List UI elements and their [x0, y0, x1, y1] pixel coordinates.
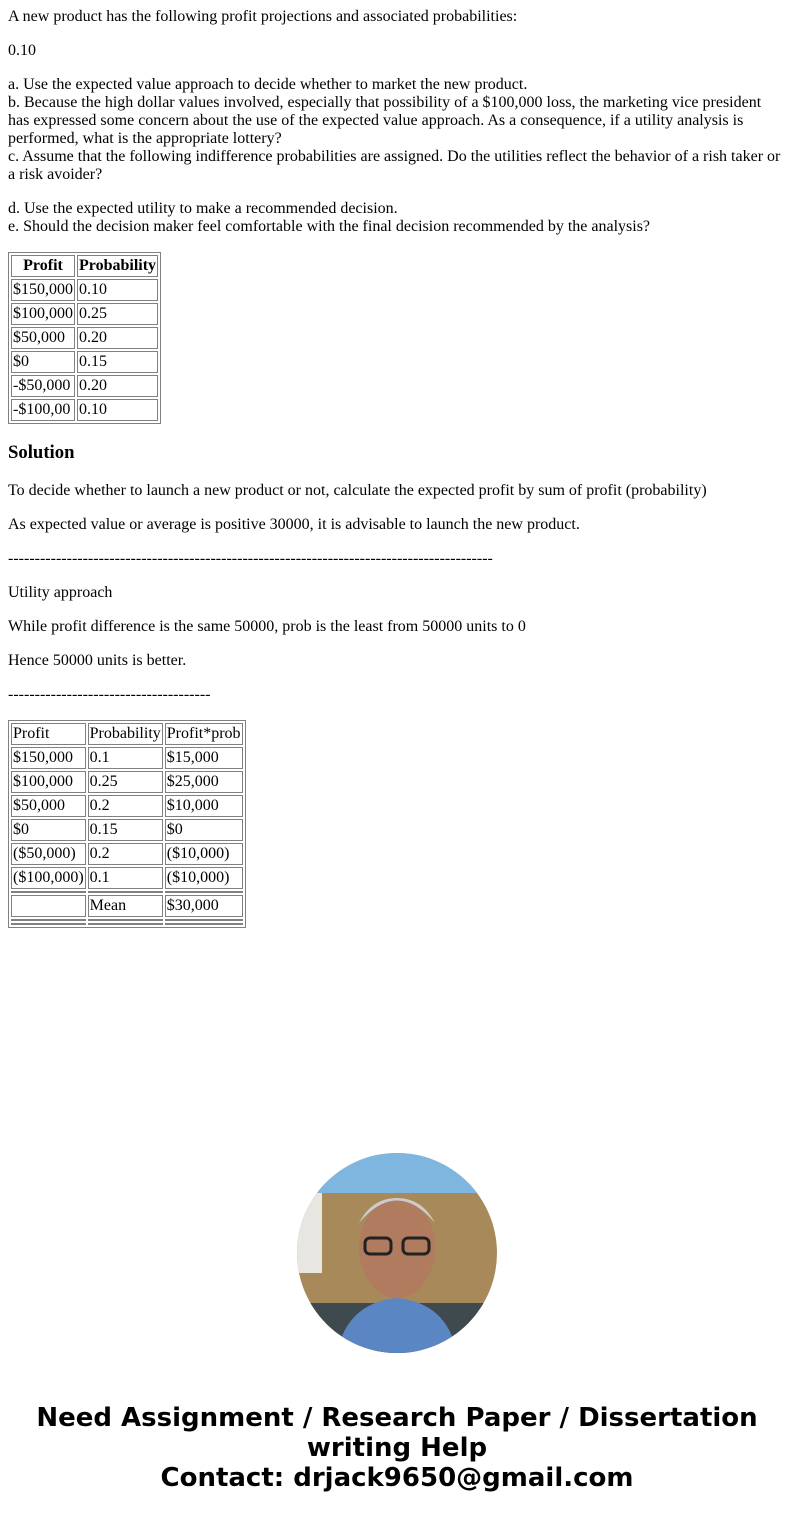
table-cell: $0 [11, 819, 86, 841]
separator: ------------------------------------------------------------------------------------------- [8, 550, 493, 567]
header-cell: Profit [11, 723, 86, 745]
table-cell: Mean [88, 895, 163, 917]
promo-line: Need Assignment / Research Paper / Dissertation writing Help [36, 1403, 758, 1463]
table-row [11, 819, 243, 841]
table-cell: $150,000 [11, 747, 86, 769]
solution-text: Hence 50000 units is better. [8, 652, 187, 669]
table-cell: $30,000 [165, 895, 243, 917]
table-cell: -$100,00 [11, 399, 75, 421]
empty-cell [165, 923, 243, 925]
part-b: b. Because the high dollar values involved, especially that possibility of a $100,000 loss, the marketing vice president has expressed some concern about the use of the expected value approach. As a consequence, if a utility analysis is performed, what is the appropriate lottery? [8, 94, 762, 147]
table-cell: 0.25 [88, 771, 163, 793]
author-avatar [297, 1153, 497, 1353]
solution-text: While profit difference is the same 50000, prob is the least from 50000 units to 0 [8, 618, 526, 635]
question [8, 8, 786, 236]
part-e: e. Should the decision maker feel comfortable with the final decision recommended by the analysis? [8, 218, 651, 235]
header-cell: Probability [88, 723, 163, 745]
table-cell: 0.1 [88, 747, 163, 769]
part-a: a. Use the expected value approach to decide whether to market the new product. [8, 76, 528, 93]
solution-text: As expected value or average is positive 30000, it is advisable to launch the new product. [8, 516, 580, 533]
header-cell: Profit*prob [165, 723, 243, 745]
empty-cell [88, 919, 163, 921]
table-cell: 0.20 [77, 327, 158, 349]
empty-cell [11, 895, 86, 917]
table-cell: $100,000 [11, 303, 75, 325]
table-row [11, 399, 158, 421]
question-intro: A new product has the following profit projections and associated probabilities: [8, 8, 518, 25]
table-cell: $0 [165, 819, 243, 841]
table-cell: $15,000 [165, 747, 243, 769]
empty-cell [11, 919, 86, 921]
table-row [11, 327, 158, 349]
contact-line: Contact: drjack9650@gmail.com [160, 1463, 634, 1493]
table-header [11, 723, 243, 745]
table-row [11, 867, 243, 889]
stray-value: 0.10 [8, 42, 36, 59]
table-cell: ($100,000) [11, 867, 86, 889]
empty-cell [11, 891, 86, 893]
header-cell: Profit [11, 255, 75, 277]
table-row [11, 375, 158, 397]
table-cell: $50,000 [11, 327, 75, 349]
table-cell: 0.15 [77, 351, 158, 373]
table-cell: $0 [11, 351, 75, 373]
table-row [11, 351, 158, 373]
question-parts-2 [8, 200, 786, 236]
table-row [11, 923, 243, 925]
table-cell: 0.15 [88, 819, 163, 841]
header-cell: Probability [77, 255, 158, 277]
table-cell: -$50,000 [11, 375, 75, 397]
table-cell: ($50,000) [11, 843, 86, 865]
table-cell: 0.10 [77, 279, 158, 301]
table-header [11, 255, 158, 277]
separator: -------------------------------------- [8, 686, 211, 703]
question-parts [8, 76, 786, 184]
promo-footer [0, 1403, 794, 1493]
table-row [11, 279, 158, 301]
table-cell: $25,000 [165, 771, 243, 793]
part-d: d. Use the expected utility to make a recommended decision. [8, 200, 398, 217]
solution-text: Utility approach [8, 584, 113, 601]
empty-cell [88, 923, 163, 925]
table-cell: 0.10 [77, 399, 158, 421]
part-c: c. Assume that the following indifference probabilities are assigned. Do the utilities reflect the behavior of a rish taker or a risk avoider? [8, 148, 781, 183]
table-cell: ($10,000) [165, 867, 243, 889]
table-cell: 0.2 [88, 795, 163, 817]
table-cell: 0.1 [88, 867, 163, 889]
table-cell: 0.2 [88, 843, 163, 865]
table-row [11, 919, 243, 921]
empty-cell [88, 891, 163, 893]
empty-cell [165, 891, 243, 893]
expected-value-table [8, 720, 246, 928]
table-row [11, 795, 243, 817]
table-cell: ($10,000) [165, 843, 243, 865]
table-cell: $50,000 [11, 795, 86, 817]
table-cell: $100,000 [11, 771, 86, 793]
table-row [11, 843, 243, 865]
solution-heading: Solution [8, 442, 75, 463]
person-photo [297, 1153, 497, 1353]
solution-text: To decide whether to launch a new product or not, calculate the expected profit by sum of profit (probability) [8, 482, 707, 499]
table-cell: 0.25 [77, 303, 158, 325]
table-row [11, 891, 243, 893]
table-row [11, 747, 243, 769]
profit-probability-table [8, 252, 161, 424]
table-cell: 0.20 [77, 375, 158, 397]
empty-cell [11, 923, 86, 925]
empty-cell [165, 919, 243, 921]
table-cell: $10,000 [165, 795, 243, 817]
table-cell: $150,000 [11, 279, 75, 301]
table-row [11, 303, 158, 325]
table-row [11, 895, 243, 917]
table-row [11, 771, 243, 793]
